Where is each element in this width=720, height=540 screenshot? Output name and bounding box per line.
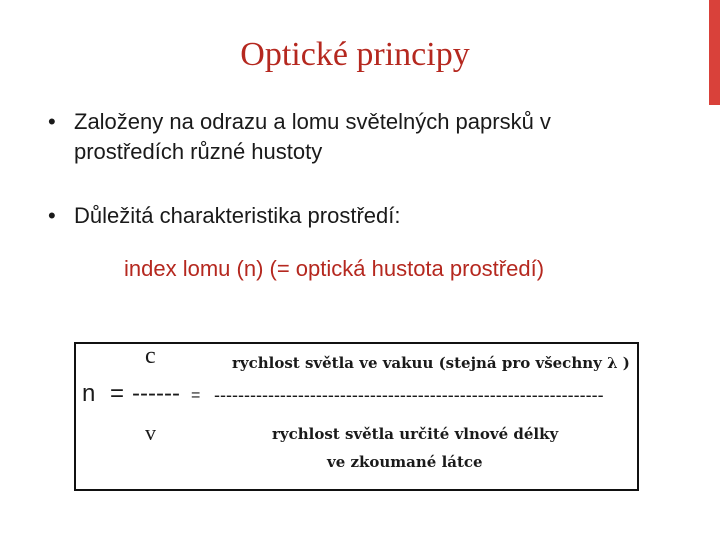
bullet-marker: • — [48, 203, 56, 228]
accent-bar — [709, 0, 720, 105]
formula-numerator-symbol: c — [145, 343, 156, 369]
formula-long-fraction-line: ----------------------------------------------------------------- — [214, 385, 604, 405]
bullet-text: Důležitá charakteristika prostředí: — [74, 203, 401, 228]
refractive-index-definition: index lomu (n) (= optická hustota prostředí) — [124, 256, 545, 281]
formula-short-fraction-line: ------ — [132, 380, 180, 407]
formula-denominator-symbol: v — [145, 420, 156, 445]
bullet-item-1 — [48, 107, 608, 167]
bullet-marker: • — [48, 109, 56, 134]
formula-equals: = — [110, 380, 125, 407]
slide-title: Optické principy — [240, 36, 470, 73]
formula-lhs: n — [82, 380, 96, 407]
formula-denominator-text-line2: ve zkoumané látce — [327, 453, 483, 471]
bullet-item-2 — [48, 201, 568, 231]
formula-denominator-text-line1: rychlost světla určité vlnové délky — [272, 425, 559, 443]
bullet-text: Založeny na odrazu a lomu světelných paprsků v prostředích různé hustoty — [74, 109, 551, 164]
formula-equals-small: = — [191, 387, 201, 404]
formula-numerator-text: rychlost světla ve vakuu (stejná pro všechny λ ) — [232, 354, 630, 372]
